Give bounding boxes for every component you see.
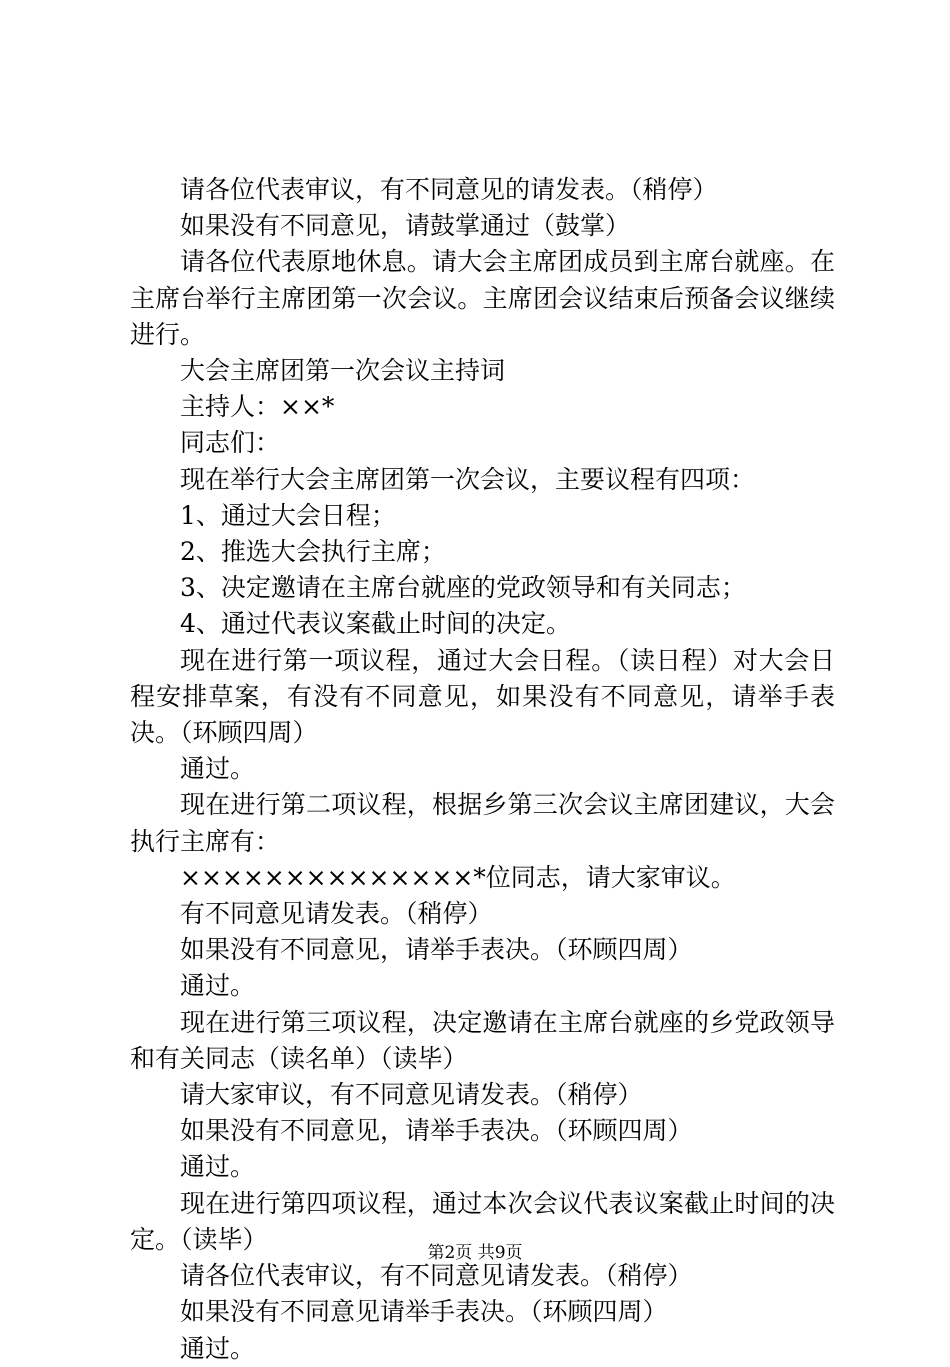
paragraph: ××××××××××××××*位同志，请大家审议。 [180, 862, 736, 892]
paragraph: 现在举行大会主席团第一次会议，主要议程有四项： [180, 464, 756, 494]
paragraph: 请各位代表原地休息。请大会主席团成员到主席台就座。在主席台举行主席团第一次会议。主席团会议结束后预备会议继续进行。 [130, 247, 835, 349]
document-body [130, 172, 835, 1367]
paragraph: 通过。 [180, 971, 256, 1001]
paragraph: 请各位代表审议，有不同意见的请发表。（稍停） [180, 175, 718, 204]
paragraph: 通过。 [180, 1152, 256, 1182]
paragraph: 现在进行第三项议程，决定邀请在主席台就座的乡党政领导和有关同志（读名单）（读毕） [130, 1007, 835, 1073]
paragraph: 如果没有不同意见，请举手表决。（环顾四周） [180, 1116, 693, 1146]
paragraph: 现在进行第一项议程，通过大会日程。（读日程）对大会日程安排草案，有没有不同意见，如果没有不同意见，请举手表决。（环顾四周） [130, 645, 835, 748]
host-line: 主持人：××* [180, 392, 335, 422]
agenda-item: 3、决定邀请在主席台就座的党政领导和有关同志； [180, 573, 746, 603]
agenda-item: 2、推选大会执行主席； [180, 537, 446, 567]
paragraph: 如果没有不同意见，请鼓掌通过（鼓掌） [180, 211, 631, 241]
agenda-item: 4、通过代表议案截止时间的决定。 [180, 609, 571, 639]
paragraph: 现在进行第四项议程，通过本次会议代表议案截止时间的决定。（读毕） [130, 1188, 835, 1254]
section-heading: 大会主席团第一次会议主持词 [180, 356, 506, 386]
paragraph: 通过。 [180, 754, 256, 784]
agenda-item: 1、通过大会日程； [180, 500, 396, 530]
paragraph: 如果没有不同意见，请举手表决。（环顾四周） [180, 935, 693, 965]
salutation: 同志们： [180, 428, 281, 458]
paragraph: 请大家审议，有不同意见请发表。（稍停） [180, 1080, 643, 1110]
paragraph: 有不同意见请发表。（稍停） [180, 899, 493, 929]
paragraph: 请各位代表审议，有不同意见请发表。（稍停） [180, 1261, 693, 1291]
paragraph: 如果没有不同意见请举手表决。（环顾四周） [180, 1297, 668, 1327]
paragraph: 通过。 [180, 1333, 256, 1363]
page-number-footer: 第2页 共9页 [427, 1243, 523, 1263]
paragraph: 现在进行第二项议程，根据乡第三次会议主席团建议，大会执行主席有： [130, 790, 835, 856]
